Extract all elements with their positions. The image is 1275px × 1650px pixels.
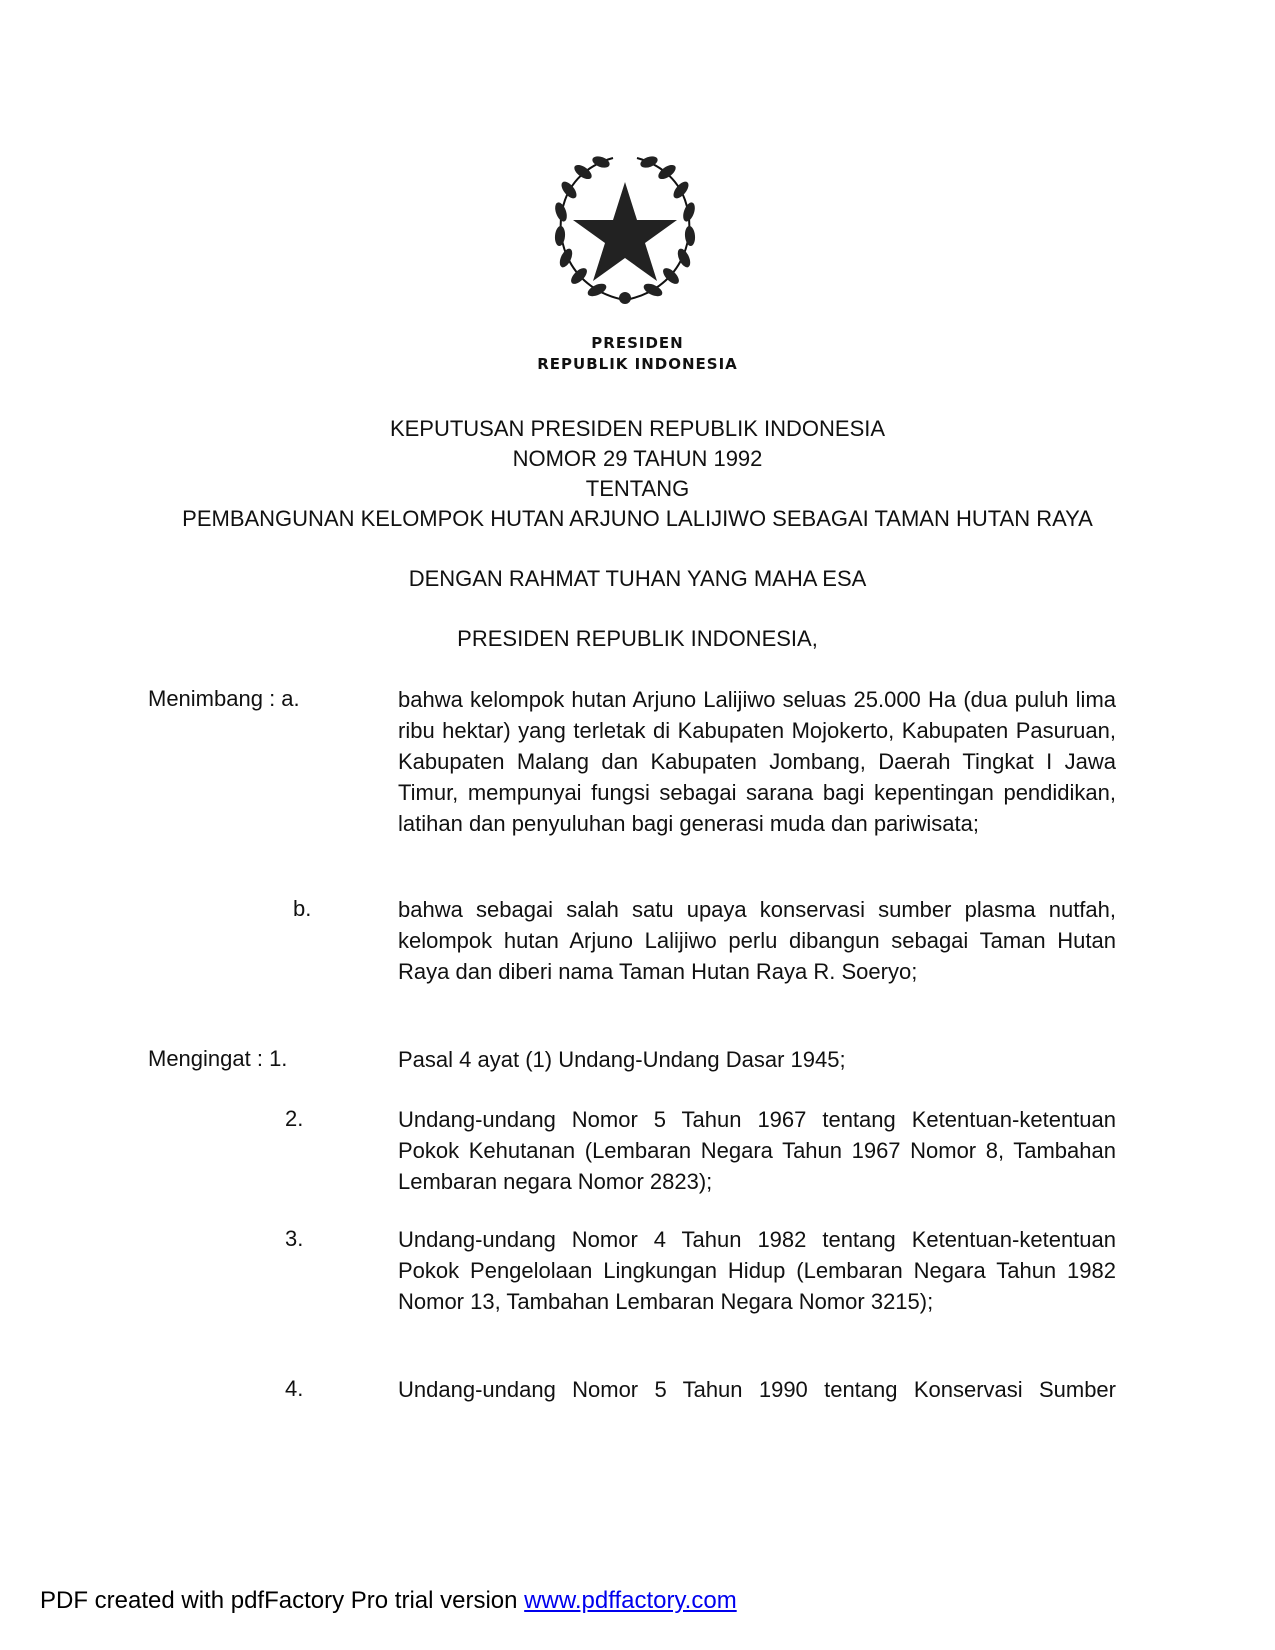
pdffactory-link[interactable]: www.pdffactory.com	[524, 1587, 737, 1614]
mengingat-item-1: Pasal 4 ayat (1) Undang-Undang Dasar 1945;	[398, 1047, 846, 1072]
mengingat-marker-2: 2.	[285, 1106, 304, 1131]
decree-subject: PEMBANGUNAN KELOMPOK HUTAN ARJUNO LALIJIWO SEBAGAI TAMAN HUTAN RAYA	[182, 506, 1093, 531]
mengingat-marker-4: 4.	[285, 1376, 304, 1401]
menimbang-item-a: bahwa kelompok hutan Arjuno Lalijiwo seluas 25.000 Ha (dua puluh lima ribu hektar) yang terletak di Kabupaten Mojokerto, Kabupaten Pasuruan, Kabupaten Malang dan Kabupaten Jombang, Daerah Tingkat I Jawa Timur, mempunyai fungsi sebagai sarana bagi kepentingan pendidikan, latihan dan penyuluhan bagi generasi muda dan pariwisata;	[398, 687, 1116, 836]
office-line-2: REPUBLIK INDONESIA	[537, 355, 738, 373]
mengingat-item-4: Undang-undang Nomor 5 Tahun 1990 tentang Konservasi Sumber	[398, 1377, 1116, 1402]
star-wreath-icon	[551, 150, 699, 310]
decree-title: KEPUTUSAN PRESIDEN REPUBLIK INDONESIA	[389, 416, 886, 441]
invocation: DENGAN RAHMAT TUHAN YANG MAHA ESA	[408, 566, 867, 591]
mengingat-marker-3: 3.	[285, 1226, 304, 1251]
decree-tentang: TENTANG	[585, 476, 690, 501]
menimbang-label: Menimbang : a.	[148, 686, 300, 711]
mengingat-item-2: Undang-undang Nomor 5 Tahun 1967 tentang Ketentuan-ketentuan Pokok Kehutanan (Lembaran Negara Tahun 1967 Nomor 8, Tambahan Lembaran negara Nomor 2823);	[398, 1107, 1116, 1194]
menimbang-marker-b: b.	[293, 896, 312, 921]
president-heading: PRESIDEN REPUBLIK INDONESIA,	[457, 626, 818, 651]
pdf-footer	[40, 1586, 737, 1616]
mengingat-label: Mengingat : 1.	[148, 1046, 288, 1071]
presidential-seal	[551, 150, 699, 310]
mengingat-item-3: Undang-undang Nomor 4 Tahun 1982 tentang Ketentuan-ketentuan Pokok Pengelolaan Lingkungan Hidup (Lembaran Negara Tahun 1982 Nomor 13, Tambahan Lembaran Negara Nomor 3215);	[398, 1227, 1116, 1314]
menimbang-item-b: bahwa sebagai salah satu upaya konservasi sumber plasma nutfah, kelompok hutan Arjuno Lalijiwo perlu dibangun sebagai Taman Hutan Raya dan diberi nama Taman Hutan Raya R. Soeryo;	[398, 897, 1116, 984]
decree-number: NOMOR 29 TAHUN 1992	[512, 446, 763, 471]
footer-text: PDF created with pdfFactory Pro trial version	[40, 1587, 525, 1614]
office-line-1: PRESIDEN	[591, 334, 684, 352]
